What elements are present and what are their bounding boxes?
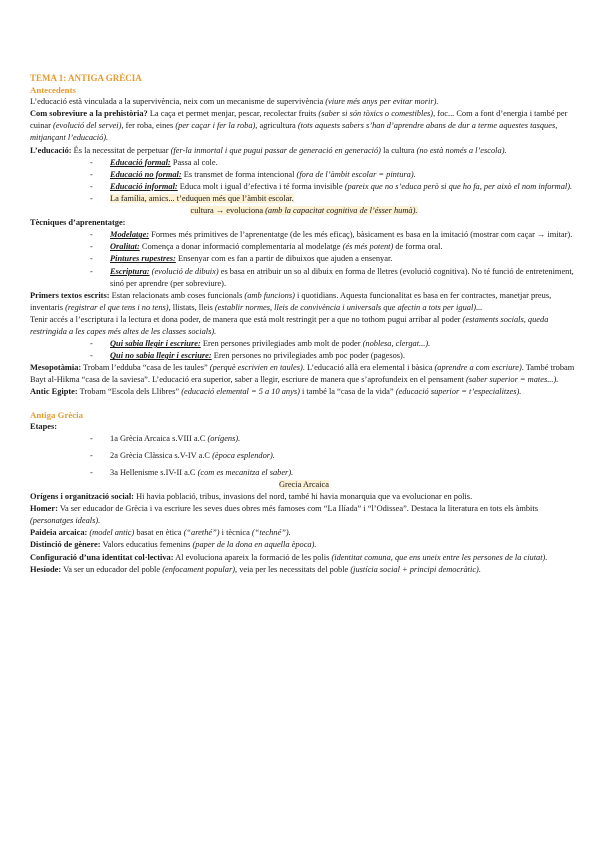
note: (amb la capacitat cognitiva de l’ésser humà).	[265, 206, 418, 216]
text: . També trobam Bayt al-Hikma “casa de la saviesa”. L’educació era superior, saber a llegir, escriure de manera que s’aprofundeix en el pensament	[30, 363, 575, 385]
heading-text: Etapes:	[30, 421, 57, 431]
note: (tots aquests sabers s’han d’aprendre abans de dur a terme aquestes tasques, mitjançant l’educació).	[30, 121, 558, 143]
note: (època esplendor).	[212, 450, 275, 460]
term-label: Configuració d’una identitat col·lectiva:	[30, 552, 174, 562]
culture-evolution-line	[30, 205, 578, 217]
text: Formes més primitives de l’aprenentatge (de les més eficaç), bàsicament es basa en la imitació (mostrar com caçar → imitar).	[149, 230, 573, 240]
list-item-formal	[90, 157, 578, 169]
bullet-dash: -	[90, 254, 93, 264]
paragraph-gender	[30, 539, 578, 551]
note: (aprendre a com escriure)	[434, 363, 522, 373]
text: Eren persones no privilegiades amb poc poder (pagesos).	[211, 351, 405, 361]
note: (per caçar i fer la roba)	[175, 121, 256, 131]
text: Al evoluciona apareix la formació de les polis	[173, 552, 332, 562]
list-item-family	[90, 193, 578, 205]
list-item-orality	[90, 241, 578, 253]
bullet-dash: -	[90, 266, 93, 276]
paragraph-paideia	[30, 527, 578, 539]
note: (enfocament popular)	[162, 564, 235, 574]
bullet-dash: -	[90, 339, 93, 349]
text: Educa molt i igual d’efectiva i té forma invisible	[177, 181, 345, 191]
bullet-dash: -	[90, 181, 93, 191]
note: (és més potent)	[342, 242, 394, 252]
note: (evolució del servei)	[53, 121, 122, 131]
list-item-cave-paintings	[90, 253, 578, 265]
text: , foc... Com a font d’energia i també per cuinar	[30, 109, 568, 131]
list-item-literate	[90, 338, 578, 350]
text: Comença a donar informació complementaria al modelatge	[139, 242, 343, 252]
note: (noblesa, clergat...).	[362, 339, 431, 349]
note: (“techné”).	[251, 528, 291, 538]
paragraph-education	[30, 145, 578, 157]
note: (educació elemental = 5 a 10 anys)	[181, 387, 300, 397]
note: (model antic)	[89, 528, 135, 538]
text: . L’educació allà era elemental i bàsica	[302, 363, 435, 373]
list-item-stage-1	[90, 433, 578, 445]
highlighted-text: Grecia Arcaica	[279, 480, 329, 489]
text: cultura → evoluciona	[190, 206, 266, 216]
term-label: Oralitat:	[110, 242, 140, 252]
term-label: Educació informal:	[110, 181, 178, 191]
note: (paper de la dona en aquella època).	[192, 540, 317, 550]
text: Va ser un educador del poble	[61, 564, 163, 574]
text: Passa al cole.	[170, 157, 218, 167]
term-label: Distinció de gènere:	[30, 540, 101, 550]
text: És la necessitat de perpetuar	[71, 145, 171, 155]
term-label: Modelatge:	[110, 230, 150, 240]
text: 2a Grècia Clàssica s.V-IV a.C	[110, 450, 213, 460]
spacer	[30, 399, 578, 409]
section-heading-antecedents: Antecedents	[30, 85, 76, 96]
note: (no està només a l’escola).	[416, 145, 507, 155]
bullet-dash: -	[90, 433, 93, 443]
paragraph-prehistory	[30, 108, 578, 144]
bullet-dash: -	[90, 450, 93, 460]
paragraph-homer	[30, 503, 578, 527]
list-item-modelling	[90, 229, 578, 241]
text: de forma oral.	[393, 242, 443, 252]
paragraph-identity	[30, 552, 578, 564]
text: la cultura	[380, 145, 417, 155]
paragraph-survival	[30, 96, 578, 108]
bullet-dash: -	[90, 467, 93, 477]
bullet-dash: -	[90, 157, 93, 167]
term-label: Qui sabia llegir i escriure:	[110, 339, 201, 349]
note: (identitat comuna, que ens uneix entre les persones de la ciutat).	[331, 552, 548, 562]
text: Tenir accés a l’escriptura i la lectura et dona poder, de manera que està molt restringit per a que no tothom pugui arribar al poder	[30, 314, 463, 324]
text: Es transmet de forma intencional	[181, 169, 297, 179]
term-label: L’educació:	[30, 145, 72, 155]
text: , fer roba, eines	[121, 121, 176, 131]
text: Hi havia població, tribus, invasions del nord, també hi havia monarquia que va evolucionar en polis.	[133, 492, 473, 502]
paragraph-first-texts	[30, 290, 578, 314]
term-label: Primers textos escrits:	[30, 290, 110, 300]
list-item-stage-3	[90, 467, 578, 479]
term-label: Pintures rupestres:	[110, 254, 176, 264]
term-label: Orígens i organització social:	[30, 492, 134, 502]
note: (com es mecanitza el saber).	[197, 467, 294, 477]
text: Trobam “Escola dels Llibres”	[77, 387, 182, 397]
note: (estaments socials, queda restringida a les capes més altes de les classes socials).	[30, 314, 549, 336]
archaic-greece-subtitle	[30, 479, 578, 491]
text: Ensenyar com es fan a partir de dibuixos que ajuden a ensenyar.	[175, 254, 393, 264]
text: Trobam l’edduba “casa de les taules”	[81, 363, 210, 373]
term-label: Educació formal:	[110, 157, 171, 167]
bullet-dash: -	[90, 351, 93, 361]
heading-text: Tècniques d’aprenentatge:	[30, 218, 126, 228]
bullet-dash: -	[90, 230, 93, 240]
term-label: Antic Egipte:	[30, 387, 78, 397]
paragraph-egypt	[30, 386, 578, 398]
paragraph-hesiod	[30, 564, 578, 576]
text: i quotidians. Aquesta funcionalitat es basa en fer contractes, manetjar preus, inventaris	[30, 290, 552, 312]
paragraph-power	[30, 314, 578, 338]
list-item-informal	[90, 181, 578, 193]
bullet-dash: -	[90, 193, 93, 203]
term-label: Homer:	[30, 504, 58, 514]
note: (“arethé”)	[183, 528, 220, 538]
text: 3a Hellenisme s.IV-II a.C	[110, 467, 198, 477]
paragraph-mesopotamia	[30, 362, 578, 386]
note: (amb funcions)	[244, 290, 295, 300]
text: Va ser educador de Grècia i va escriure les seves dues obres més famoses com “La Ilíada” i “l’Odissea”. Destaca la literatura en tots els àmbits	[57, 504, 538, 514]
note: (establir normes, lleis de convivència i universals que afectin a tots per igual)...	[214, 302, 483, 312]
highlighted-text: La família, amics... t’eduquen més que l’àmbit escolar.	[110, 193, 294, 203]
note: (personatges ideals).	[30, 516, 101, 526]
text: L’educació està vinculada a la supervivència, neix com un mecanisme de supervivència	[30, 97, 326, 107]
note: (saber si són tòxics o comestibles)	[318, 109, 434, 119]
document-title: TEMA 1: ANTIGA GRÈCIA	[30, 73, 142, 83]
list-item-writing	[90, 266, 578, 290]
text: i tècnica	[219, 528, 252, 538]
list-item-stage-2	[90, 450, 578, 462]
term-label: Qui no sabia llegir i escriure:	[110, 351, 212, 361]
term-label: Com sobreviure a la prehistòria?	[30, 109, 148, 119]
note: (orígens).	[207, 433, 241, 443]
term-label: Hesíode:	[30, 564, 62, 574]
note: (evolució de dibuix)	[151, 266, 219, 276]
note: (saber superior = mates...).	[465, 375, 559, 385]
bullet-dash: -	[90, 169, 93, 179]
text: basat en ètica	[134, 528, 184, 538]
text: , veia per les necessitats del poble	[235, 564, 351, 574]
note: (perquè escrivien en taules)	[209, 363, 303, 373]
section-heading-techniques	[30, 217, 578, 229]
section-heading-ancient-greece: Antiga Grècia	[30, 409, 84, 420]
text: 1a Grècia Arcaica s.VIII a.C	[110, 433, 208, 443]
bullet-dash: -	[90, 242, 93, 252]
text: Eren persones privilegiades amb molt de poder	[200, 339, 363, 349]
note: (fora de l’àmbit escolar = pintura).	[296, 169, 416, 179]
note: (justícia social + principi democràtic).	[350, 564, 481, 574]
term-label: Mesopotàmia:	[30, 363, 82, 373]
list-item-illiterate	[90, 350, 578, 362]
text: Estan relacionats amb coses funcionals	[109, 290, 245, 300]
note: (fer-la inmortal i que pugui passar de generació en generació)	[170, 145, 381, 155]
term-label: Paideia arcaica:	[30, 528, 88, 538]
text: Valors educatius femenins	[100, 540, 193, 550]
term-label: Educació no formal:	[110, 169, 182, 179]
note: (registrar el que tens i no tens)	[65, 302, 169, 312]
document-body	[30, 72, 578, 576]
paragraph-origins	[30, 491, 578, 503]
stages-heading	[30, 421, 578, 433]
note: (pareix que no s’educa però si que ho fa, per això el nom informal).	[344, 181, 573, 191]
text: , agricultura	[255, 121, 298, 131]
note: (educació superior = t’especialitzes).	[395, 387, 522, 397]
text: , llistats, lleis	[168, 302, 215, 312]
note: (viure més anys per evitar morir).	[325, 97, 439, 107]
text: es basa en atribuir un so al dibuix en forma de lletres (evolució cognitiva). No té funció de entreteniment, sinó per aprendre (per sobreviure).	[110, 266, 574, 288]
list-item-non-formal	[90, 169, 578, 181]
term-label: Escriptura:	[110, 266, 150, 276]
text: i també la “casa de la vida”	[299, 387, 396, 397]
text: La caça et permet menjar, pescar, recolectar fruits	[147, 109, 319, 119]
